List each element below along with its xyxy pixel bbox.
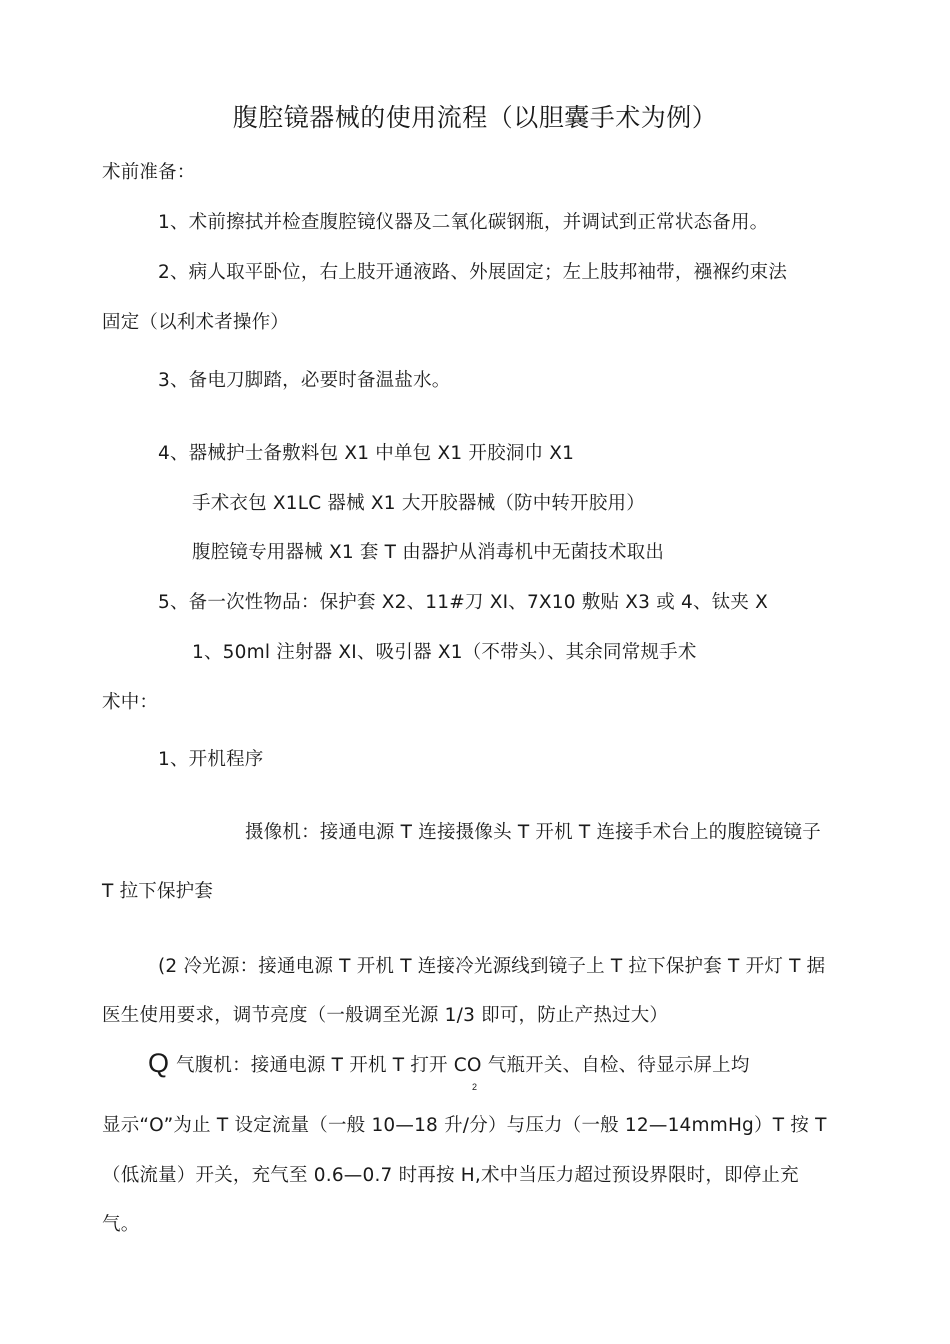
insufflator-line-3: （低流量）开关，充气至 0.6—0.7 时再按 H,术中当压力超过预设界限时，即停止充	[102, 1165, 799, 1186]
pre-op-item-2-line-1: 2、病人取平卧位，右上肢开通液路、外展固定；左上肢邦袖带，襁褓约束法	[158, 262, 788, 283]
intra-op-step-1: 1、开机程序	[158, 749, 264, 770]
pre-op-item-3: 3、备电刀脚踏，必要时备温盐水。	[158, 370, 451, 391]
pre-op-item-4-line-2: 手术衣包 X1LC 器械 X1 大开胶器械（防中转开胶用）	[192, 493, 645, 514]
intra-op-heading: 术中：	[102, 692, 159, 713]
pre-op-heading: 术前准备：	[102, 162, 196, 183]
insufflator-line-1: 气腹机：接通电源 T 开机 T 打开 CO 气瓶开关、自检、待显示屏上均	[176, 1055, 750, 1076]
document-title: 腹腔镜器械的使用流程（以胆囊手术为例）	[232, 103, 718, 132]
insufflator-marker: Q	[148, 1048, 170, 1078]
light-source-line-1: (2 冷光源：接通电源 T 开机 T 连接冷光源线到镜子上 T 拉下保护套 T 开灯 T 据	[158, 956, 826, 977]
light-source-line-2: 医生使用要求，调节亮度（一般调至光源 1/3 即可，防止产热过大）	[102, 1005, 669, 1026]
camera-line-1: 摄像机：接通电源 T 连接摄像头 T 开机 T 连接手术台上的腹腔镜镜子	[245, 822, 821, 843]
pre-op-item-5-line-2: 1、50ml 注射器 XI、吸引器 X1（不带头）、其余同常规手术	[192, 642, 697, 663]
insufflator-line-2: 显示“O”为止 T 设定流量（一般 10—18 升/分）与压力（一般 12—14mmHg）T 按 T	[102, 1115, 827, 1136]
pre-op-item-4-line-3: 腹腔镜专用器械 X1 套 T 由器护从消毒机中无菌技术取出	[192, 542, 665, 563]
pre-op-item-2-line-2: 固定（以利术者操作）	[102, 312, 290, 333]
insufflator-line-4: 气。	[102, 1214, 140, 1235]
pre-op-item-5-line-1: 5、备一次性物品：保护套 X2、11#刀 XI、7X10 敷贴 X3 或 4、钛夹 X	[158, 592, 769, 613]
camera-line-2: T 拉下保护套	[102, 881, 214, 902]
insufflator-subscript: 2	[472, 1082, 478, 1092]
pre-op-item-1: 1、术前擦拭并检查腹腔镜仪器及二氧化碳钢瓶，并调试到正常状态备用。	[158, 212, 769, 233]
pre-op-item-4-line-1: 4、器械护士备敷料包 X1 中单包 X1 开胶洞巾 X1	[158, 443, 575, 464]
